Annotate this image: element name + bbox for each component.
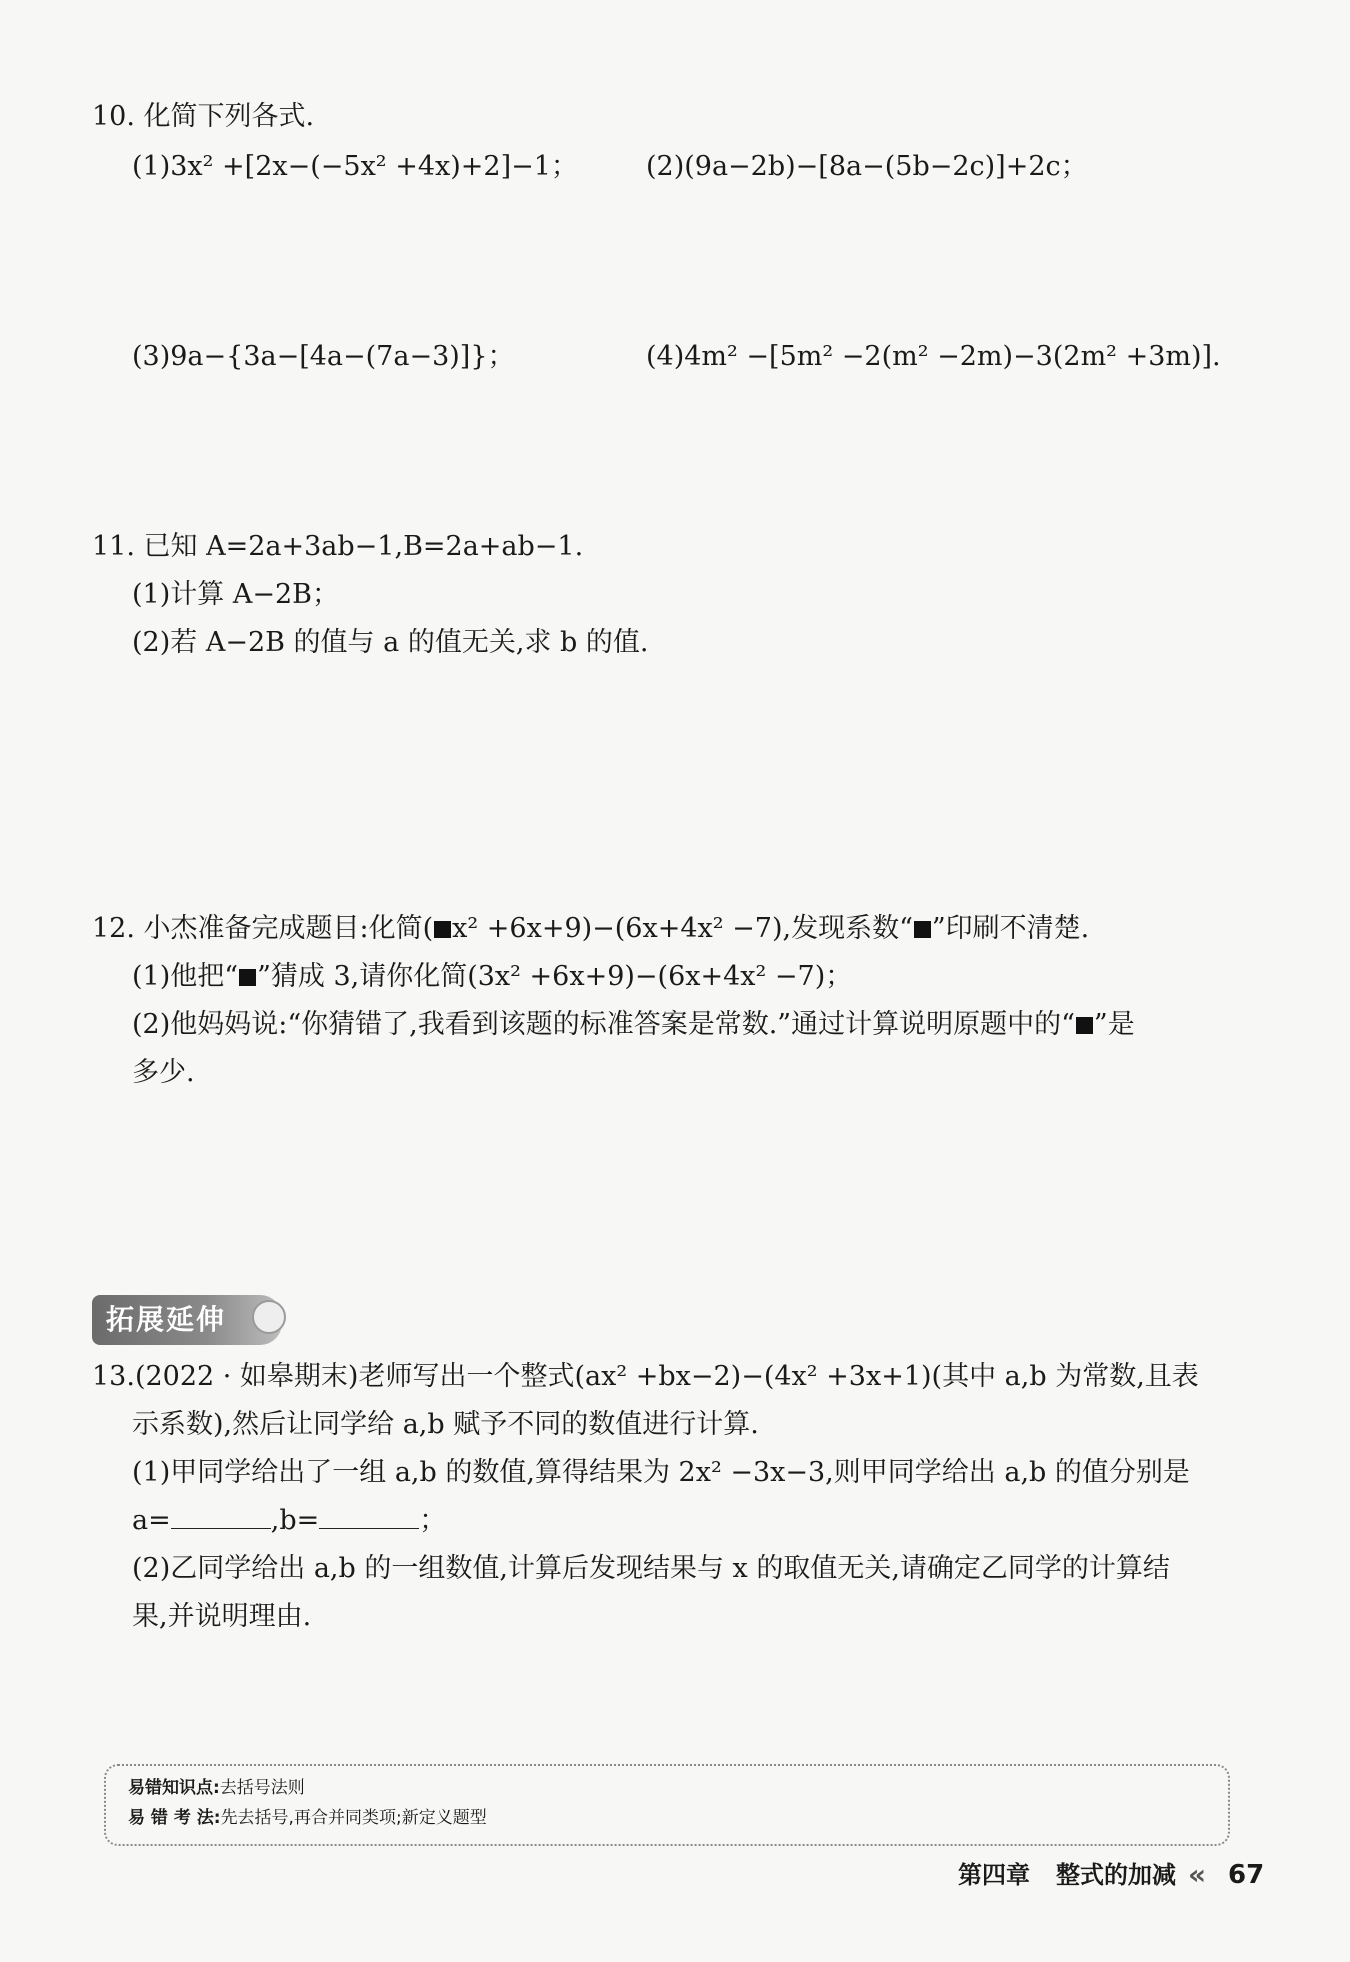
answer-a-blank[interactable]	[171, 1504, 271, 1529]
q10-title: 10. 化简下列各式.	[92, 101, 315, 132]
tip-method-value: 先去括号,再合并同类项;新定义题型	[220, 1808, 487, 1828]
tip-knowledge	[128, 1776, 305, 1800]
tip-knowledge-value: 去括号法则	[219, 1778, 305, 1798]
q11-title: 11. 已知 A=2a+3ab−1,B=2a+ab−1.	[92, 531, 584, 562]
q12-part2-cont: 多少.	[132, 1057, 195, 1088]
q13-part2: (2)乙同学给出 a,b 的一组数值,计算后发现结果与 x 的取值无关,请确定乙同学的计算结	[132, 1553, 1170, 1584]
q10-part3: (3)9a−{3a−[4a−(7a−3)]}；	[132, 341, 515, 372]
answer-b-label: ,b=	[270, 1505, 320, 1536]
tip-method-label: 易 错 考 法:	[128, 1808, 221, 1828]
q12-part2	[132, 1008, 1135, 1042]
tip-knowledge-label: 易错知识点:	[128, 1778, 220, 1798]
q11-part1: (1)计算 A−2B；	[132, 579, 339, 610]
q13-part1-answer	[132, 1504, 446, 1538]
answer-b-blank[interactable]	[319, 1504, 419, 1529]
q13-part1: (1)甲同学给出了一组 a,b 的数值,算得结果为 2x² −3x−3,则甲同学给出 a,b 的值分别是	[132, 1457, 1190, 1488]
q10-part4: (4)4m² −[5m² −2(m² −2m)−3(2m² +3m)].	[646, 341, 1221, 372]
footer-chapter: 第四章	[958, 1861, 1030, 1889]
q12-part2-a: (2)他妈妈说:“你猜错了,我看到该题的标准答案是常数.”通过计算说明原题中的“	[132, 1009, 1075, 1040]
q12-title	[92, 912, 1089, 946]
smudged-coefficient-icon	[914, 921, 931, 938]
answer-a-label: a=	[132, 1505, 171, 1536]
q13-title: 13.(2022 · 如皋期末)老师写出一个整式(ax² +bx−2)−(4x² +3x+1)(其中 a,b 为常数,且表	[92, 1361, 1199, 1392]
section-header: 拓展延伸	[92, 1295, 282, 1345]
smudged-coefficient-icon	[239, 969, 256, 986]
smudged-coefficient-icon	[434, 921, 451, 938]
q10-part2: (2)(9a−2b)−[8a−(5b−2c)]+2c；	[646, 151, 1088, 182]
tip-method	[128, 1806, 487, 1830]
footer-topic: 整式的加减	[1056, 1861, 1176, 1889]
q11-part2: (2)若 A−2B 的值与 a 的值无关,求 b 的值.	[132, 627, 649, 658]
q13-part2-cont: 果,并说明理由.	[132, 1601, 312, 1632]
q12-title-b: x² +6x+9)−(6x+4x² −7),发现系数“	[452, 913, 913, 944]
q13-title-cont: 示系数),然后让同学给 a,b 赋予不同的数值进行计算.	[132, 1409, 759, 1440]
q12-title-a: 12. 小杰准备完成题目:化简(	[92, 913, 434, 944]
chevron-left-icon: «	[1188, 1858, 1207, 1891]
q12-part2-b: ”是	[1093, 1009, 1135, 1040]
q12-title-c: ”印刷不清楚.	[931, 913, 1090, 944]
q12-part1-a: (1)他把“	[132, 961, 239, 992]
smudged-coefficient-icon	[1076, 1017, 1093, 1034]
q10-part1: (1)3x² +[2x−(−5x² +4x)+2]−1；	[132, 151, 578, 182]
page-number: 67	[1228, 1860, 1265, 1890]
lightbulb-icon	[252, 1300, 286, 1334]
q12-part1-b: ”猜成 3,请你化简(3x² +6x+9)−(6x+4x² −7)；	[257, 961, 853, 992]
answer-end: ；	[419, 1505, 447, 1536]
q12-part1	[132, 960, 852, 994]
